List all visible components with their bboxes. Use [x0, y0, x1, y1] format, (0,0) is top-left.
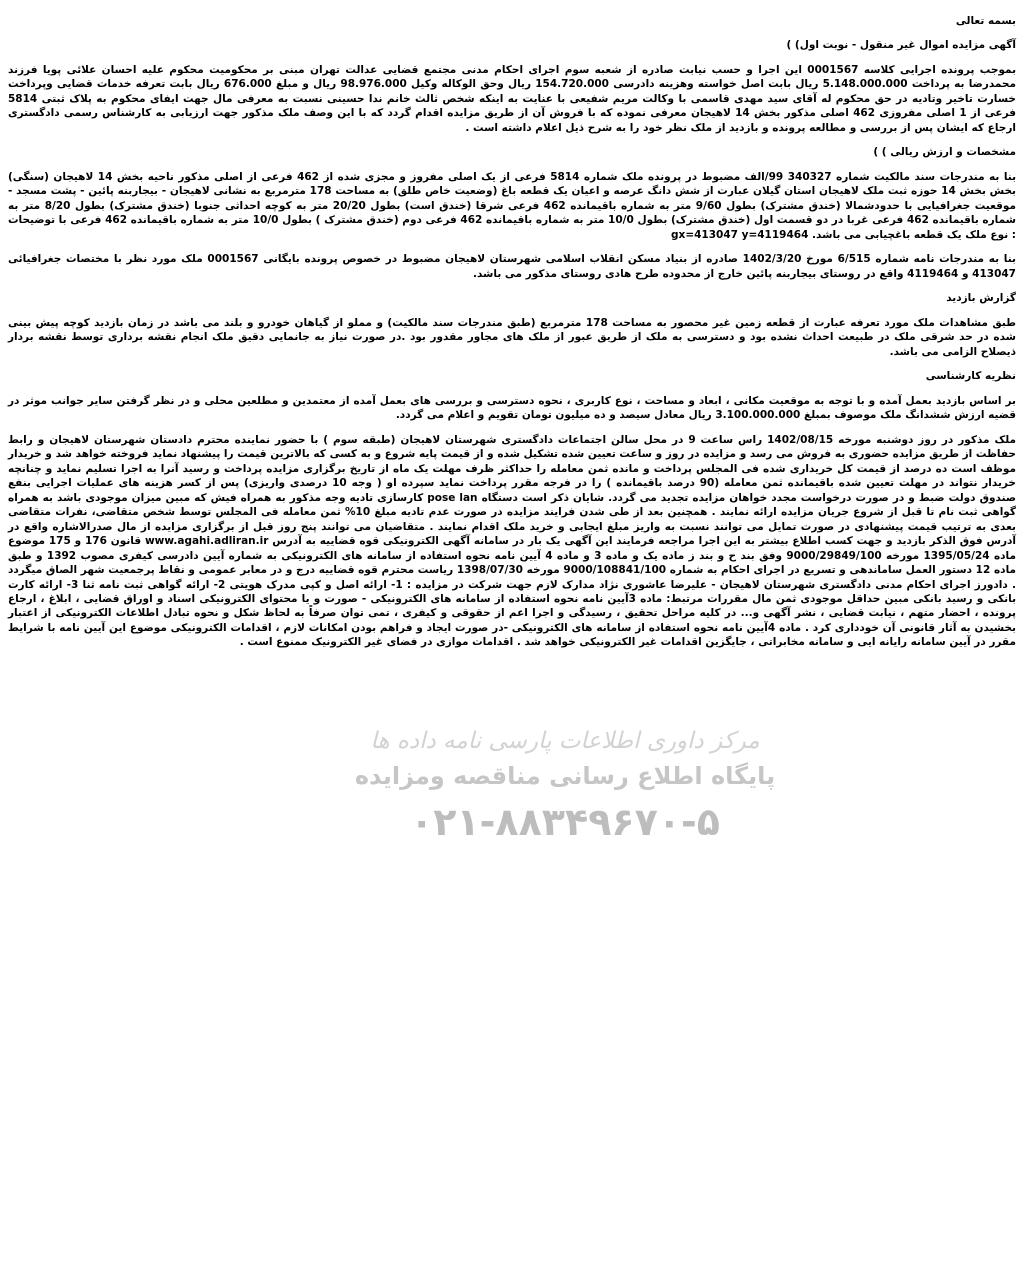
specifications-paragraph: بنا به مندرجات سند مالکیت شماره 340327 99/الف مضبوط در پرونده ملک شماره 5814 فرعی از یک اصلی مفروز و مجزی شده از 462 فرعی از اصلی مذکور ناحیه بخش 14 لاهیجان (سنگی) بخش بخش 14 حوزه ثبت ملک لاهیجان استان گیلان عبارت از شش دانگ عرصه و اعیان یک قطعه باغ (وضعیت خاص طلق) به مساحت 178 مترمربع به نشانی لاهیجان - بیجاربنه پائین - پشت مسجد - موقعیت جغرافیایی با حدودشمالا (خندق مشترک) بطول 9/60 متر به شماره باقیمانده 462 فرعی شرقا (خندق است) بطول 20/20 متر به کوچه احداثی جنوبا (خندق مشترک) بطول 8/20 متر به شماره باقیمانده 462 فرعی غربا در دو قسمت اول (خندق مشترک) بطول 10/0 متر به شماره باقیمانده 462 فرعی دوم (خندق مشترک ) بطول 10/0 متر به شماره باقیمانده 462 فرعی با توضیحات : نوع ملک یک قطعه باغچیابی می باشد. gx=413047 y=4119464	[8, 170, 1017, 241]
watermark-tender-portal: پایگاه اطلاع رسانی مناقصه ومزایده	[354, 762, 776, 790]
watermark-center-name: مرکز داوری اطلاعات پارسی نامه داده ها	[370, 728, 760, 754]
housing-foundation-letter-paragraph: بنا به مندرجات نامه شماره 6/515 مورخ 1402/3/20 صادره از بنیاد مسکن انقلاب اسلامی شهرستان لاهیجان مضبوط در خصوص پرونده بایگانی 0001567 ملک مورد نظر با مختصات جغرافیائی 413047 و 4119464 واقع در روستای بیجاربنه پائین خارج از محدوده طرح هادی روستای مذکور می باشد.	[8, 253, 1016, 280]
intro-paragraph: بموجب پرونده اجرایی کلاسه 0001567 این اجرا و حسب نیابت صادره از شعبه سوم اجرای احکام مدنی مجتمع قضایی عدالت تهران مبنی بر محکومیت محکوم علیه احسان علائی پویا فرزند محمدرضا به پرداخت 5.148.000.000 ریال بابت اصل خواسته وهزینه دادرسی 154.720.000 ریال وحق الوکاله وکیل 98.976.000 ریال و مبلغ 676.000 ریال بابت تعرفه خدمات قضایی وپرداخت خسارت تاخیر وتادیه در حق محکوم له آقای سید مهدی قاسمی با وکالت مریم شفیعی با عنایت به اینکه شخص ثالث خانم ندا حسینی نسبت به معرفی مال جهت ایفای محکوم به پلاک ثبتی 5814 فرعی از 1 اصلی مفروزی 462 اصلی مذکور بخش 14 لاهیجان معرفی نموده که با فروش آن از طریق مزایده اقدام گردد که با این وصف ملک مذکور جهت ارزیابی به کارشناس رسمی دادگستری ارجاع که ایشان پس از بررسی و مطالعه پرونده و بازدید از ملک نظر خود را به شرح ذیل اعلام داشته است .	[8, 63, 1017, 134]
expert-opinion-heading: نظریه کارشناسی	[925, 370, 1016, 383]
specifications-heading: مشخصات و ارزش ریالی ) )	[873, 146, 1016, 159]
watermark	[330, 728, 800, 844]
auction-terms-paragraph: ملک مذکور در روز دوشنبه مورخه 1402/08/15 راس ساعت 9 در محل سالن اجتماعات دادگستری شهرستان لاهیجان (طبقه سوم ) با حضور نماینده محترم دادستان شهرستان لاهیجان و رابط حفاظت از طریق مزایده حضوری به فروش می رسد و مزایده در روز و ساعت تعیین شده تشکیل شده و از قیمت پایه شروع و به کسی که بالاترین قیمت را پیشنهاد نماید فروخته خواهد شد و خریدار موظف است ده درصد از قیمت کل خریداری شده فی المجلس پرداخت و مانده ثمن معامله را حداکثر ظرف مهلت یک ماه از تاریخ برگزاری مزایده پرداخت و رسید آنرا به اجرا تسلیم نماید و چنانچه خریدار نتواند در مهلت تعیین شده باقیمانده ثمن معامله (90 درصد باقیمانده ) را در فرجه مقرر پرداخت نماید سپرده او ( وجه 10 درصدی واریزی) پس از کسر هزینه های عملیات اجرایی بنفع صندوق دولت ضبط و در صورت درخواست مجدد خواهان مزایده تجدید می گردد. شایان ذکر است دستگاه pose lan کارسازی تادیه وجه مذکور به همراه فیش که مبین میزان موجودی باشد به همراه گواهی ثبت نام تا قبل از شروع جریان مزایده ارائه نمایند . همچنین بعد از طی شدن فرایند مزایده در صورت عدم تادیه مبلغ 10% ثمن معامله فی المجلس توسط شخص متقاضی، نفرات متقاضی بعدی به ترتیب قیمت پیشنهادی در صورت تمایل می توانند نسبت به واریز مبلغ ایجابی و خرید ملک اقدام نمایند . متقاضیان می توانند پنج روز قبل از برگزاری مزایده از مال صدرالاشاره واقع در آدرس فوق الذکر بازدید و جهت کسب اطلاع بیشتر به این اجرا مراجعه فرمایند این آگهی یک بار در سامانه آگهی الکترونیکی قوه قضاییه به آدرس www.agahi.adliran.ir قانون 176 و 175 موضوع ماده 1395/05/24 مورخه 9000/29849/100 وفق بند ح و بند ز ماده یک و ماده 3 و ماده 4 آیین نامه نحوه استفاده از سامانه های الکترونیکی به شماره آیین دادرسی کیفری مصوب 1392 و طبق ماده 12 دستور العمل ساماندهی و تسریع در اجرای احکام به شماره 9000/108841/100 مورخه 1398/07/30 ریاست محترم قوه قضاییه درج و در معابر عمومی و نقاط پرجمعیت شهر الصاق میگردد . دادورز اجرای احکام مدنی دادگستری شهرستان لاهیجان - علیرضا عاشوری نژاد مدارک لازم جهت شرکت در مزایده : 1- ارائه اصل و کپی مدرک هویتی 2- ارائه گواهی ثبت نامه ثنا 3- ارائه کارت بانکی و رسید بانکی مبین حداقل موجودی ثمن مال مقررات مرتبط: ماده 3آیین نامه نحوه استفاده از سامانه های الکترونیکی - صورت و یا محتوای الکترونیکی اسناد و اوراق قضایی ، ابلاغ ، ارجاع پرونده ، احضار متهم ، نیابت قضایی ، نشر آگهی و... در کلیه مراحل تحقیق ، رسیدگی و اجرا اعم از حقوقی و کیفری ، تمی توان صرفاً به لحاظ شکل و نحوه تبادل اطلاعات الکترونیکی از اعتبار بخشیدن به آثار قانونی آن خودداری کرد . ماده 4آیین نامه نحوه استفاده از سامانه های الکترونیکی -در صورت ایجاد و فراهم بودن امکانات لازم ، اقدامات الکترونیکی موضوع این آیین نامه با شرایط مقرر در آیین سامانه رایانه ایی و سامانه مخابراتی ، جایگزین اقدامات غیر الکترونیکی خواهد شد . اقدامات موازی در فضای غیر الکترونیک ممنوع است .	[8, 433, 1017, 649]
bismillah-heading: بسمه تعالی	[955, 15, 1016, 27]
notice-title: آگهی مزایده اموال غیر منقول - نوبت اول) )	[786, 39, 1016, 52]
visit-report-heading: گزارش بازدید	[946, 292, 1016, 305]
visit-report-paragraph: طبق مشاهدات ملک مورد تعرفه عبارت از قطعه زمین غیر محصور به مساحت 178 مترمربع (طبق مندرجات سند مالکیت) و مملو از گیاهان خودرو و بلند می باشد در زمان بازدید کوچه پیش بینی شده در حد شرقی ملک در طبیعت احداث نشده بود و دسترسی به ملک از طریق عبور از ملک های مجاور مقدور بود .در صورت نیاز به جانمایی دقیق ملک انجام نقشه برداری توسط نقشه بردار ذیصلاح الزامی می باشد.	[8, 316, 1016, 358]
expert-opinion-paragraph: بر اساس بازدید بعمل آمده و با توجه به موقعیت مکانی ، ابعاد و مساحت ، نوع کاربری ، نحوه دسترسی و بررسی های بعمل آمده از معتمدین و مطلعین محلی و در نظر گرفتن سایر جوانب موثر در قضیه ارزش ششدانگ ملک موصوف بمبلغ 3.100.000.000 ریال معادل سیصد و ده میلیون تومان تقویم و اعلام می گردد.	[8, 394, 1016, 422]
watermark-phone: ۰۲۱-۸۸۳۴۹۶۷۰-۵	[410, 800, 720, 844]
